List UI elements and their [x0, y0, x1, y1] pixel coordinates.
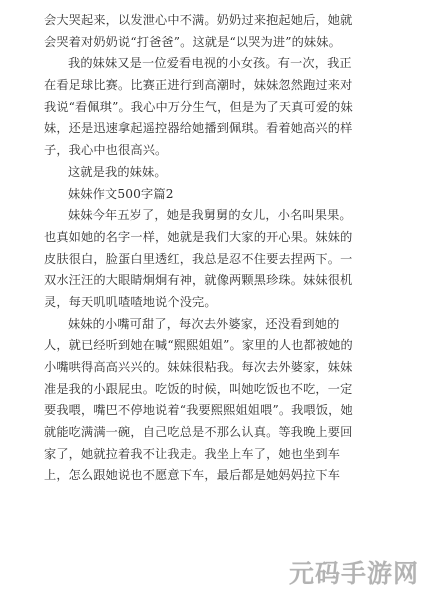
text-line: 妹，还是迅速拿起遥控器给她播到佩琪。看着她高兴的样 — [44, 121, 353, 136]
text-line: 上，怎么跟她说也不愿意下车，最后都是她妈妈拉下车 — [44, 468, 341, 483]
text-line: 会大哭起来，以发泄心中不满。奶奶过来抱起她后，她就 — [44, 13, 353, 27]
paragraph-line: 妹妹的小嘴可甜了，每次去外婆家，还没看到她的 — [68, 316, 340, 331]
paragraph-line: 妹妹今年五岁了，她是我舅舅的女儿，小名叫果果。 — [68, 208, 352, 223]
text-line: 皮肤很白，脸蛋白里透红，我总是忍不住要去捏两下。一 — [44, 251, 353, 266]
watermark-text: 元码手游网 — [288, 559, 419, 588]
text-line: 小嘴哄得高高兴兴的。妹妹很粘我。每次去外婆家，妹妹 — [44, 360, 353, 374]
text-line: 也真如她的名字一样，她就是我们大家的开心果。妹妹的 — [44, 229, 353, 244]
text-line: 子，我心中也很高兴。 — [44, 143, 168, 158]
section-heading: 妹妹作文500字篇2 — [68, 186, 174, 201]
text-line: 就能吃满满一碗，自己吃总是不那么认真。等我晚上要回 — [44, 425, 353, 440]
text-line: 准是我的小跟屁虫。吃饭的时候，叫她吃饭也不吃，一定 — [44, 381, 353, 396]
site-watermark — [284, 544, 424, 600]
paragraph-line: 这就是我的妹妹。 — [68, 164, 167, 179]
text-line: 人，就已经听到她在喊“熙熙姐姐”。家里的人也都被她的 — [44, 338, 353, 353]
text-line: 会哭着对奶奶说“打爸爸”。这就是“以哭为进”的妹妹。 — [44, 34, 341, 49]
text-line: 家了，她就拉着我不让我走。我坐上车了，她也坐到车 — [44, 446, 341, 461]
text-line: 灵，每天叽叽喳喳地说个没完。 — [44, 294, 217, 309]
text-line: 在看足球比赛。比赛正进行到高潮时，妹妹忽然跑过来对 — [44, 78, 353, 93]
text-line: 要我喂，嘴巴不停地说着“我要熙熙姐姐喂”。我喂饭，她 — [44, 403, 353, 418]
paragraph-line: 我的妹妹又是一位爱看电视的小女孩。有一次，我正 — [68, 56, 352, 71]
essay-content — [44, 10, 382, 487]
text-line: 双水汪汪的大眼睛炯炯有神，就像两颗黑珍珠。妹妹很机 — [44, 273, 353, 288]
text-line: 我说“看佩琪”。我心中万分生气，但是为了天真可爱的妹 — [44, 99, 353, 114]
